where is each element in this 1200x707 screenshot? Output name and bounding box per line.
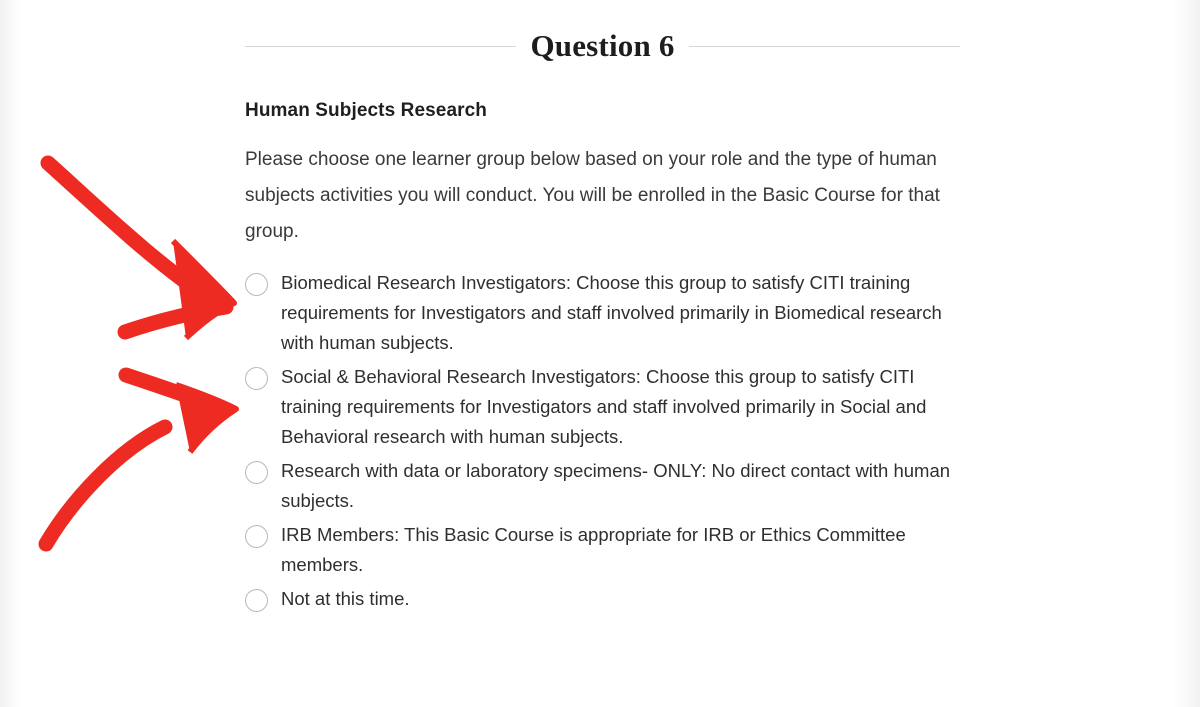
instructions-text: Please choose one learner group below based on your role and the type of human subjects activities you will conduct. You will be enrolled in the Basic Course for that group.	[245, 149, 940, 242]
option-label: Research with data or laboratory specimens- ONLY: No direct contact with human subjects.	[281, 460, 951, 511]
header-rule-right	[689, 46, 960, 47]
option-label: IRB Members: This Basic Course is appropriate for IRB or Ethics Committee members.	[281, 524, 906, 575]
learner-group-options	[245, 268, 965, 614]
question-content	[245, 100, 965, 618]
arrow-to-social-behavioral-option	[46, 375, 236, 544]
page-title: Question 6	[530, 28, 675, 63]
question-header	[245, 28, 960, 64]
radio-button-irb-members[interactable]	[245, 525, 268, 548]
section-title: Human Subjects Research	[245, 100, 487, 121]
radio-button-biomedical[interactable]	[245, 273, 268, 296]
radio-button-social-behavioral[interactable]	[245, 367, 268, 390]
option-label: Biomedical Research Investigators: Choose this group to satisfy CITI training requirements for Investigators and staff involved primarily in Biomedical research with human subjects.	[281, 272, 942, 353]
header-rule-left	[245, 46, 516, 47]
option-row[interactable]	[245, 520, 965, 580]
option-label: Social & Behavioral Research Investigators: Choose this group to satisfy CITI training requirements for Investigators and staff involved primarily in Social and Behavioral research with human subjects.	[281, 366, 927, 447]
radio-button-data-specimens[interactable]	[245, 461, 268, 484]
option-row[interactable]	[245, 584, 965, 614]
option-row[interactable]	[245, 268, 965, 358]
option-row[interactable]	[245, 456, 965, 516]
arrow-to-biomedical-option	[48, 163, 234, 338]
radio-button-not-at-this-time[interactable]	[245, 589, 268, 612]
option-row[interactable]	[245, 362, 965, 452]
page-edge-left	[0, 0, 22, 707]
page-edge-right	[1172, 0, 1200, 707]
option-label: Not at this time.	[281, 588, 410, 609]
